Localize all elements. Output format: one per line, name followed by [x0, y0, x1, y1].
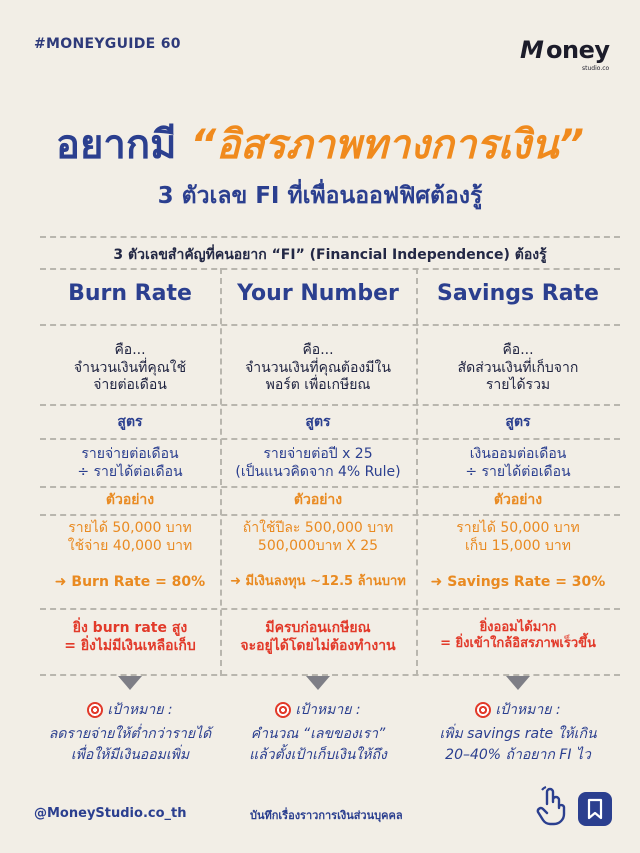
example-line: 500,000บาท X 25: [257, 537, 379, 554]
example-label: ตัวอย่าง: [493, 492, 543, 508]
col-header-savings-rate: Savings Rate: [437, 281, 599, 306]
goal-line: แล้วตั้งเป้าเก็บเงินให้ถึง: [249, 746, 387, 763]
goal-line: เพิ่ม savings rate ให้เกิน: [439, 726, 597, 743]
formula-label: สูตร: [117, 414, 143, 430]
insight-line: = ยิ่งเข้าใกล้อิสรภาพเร็วขึ้น: [440, 636, 596, 652]
formula-line: (เป็นแนวคิดจาก 4% Rule): [235, 463, 401, 480]
insight-line: ยิ่ง burn rate สูง: [72, 620, 188, 636]
insight-your-number: [220, 620, 416, 655]
formula-label: สูตร: [305, 414, 331, 430]
definition-lead: คือ...: [114, 342, 146, 358]
goal-line: เพื่อให้มีเงินออมเพิ่ม: [70, 746, 190, 763]
definition-lead: คือ...: [502, 342, 534, 358]
definition-burn-rate: [40, 342, 220, 395]
insight-line: = ยิ่งไม่มีเงินเหลือเก็บ: [64, 637, 196, 654]
logo-word: oney: [546, 36, 610, 64]
formula-burn-rate: [40, 446, 220, 481]
page-subtitle: 3 ตัวเลข FI ที่เพื่อนออฟฟิศต้องรู้: [157, 183, 483, 209]
goal-savings-rate: [416, 700, 620, 765]
logo-mark: M: [520, 36, 544, 64]
bookmark-icon[interactable]: [578, 792, 612, 826]
example-line: รายได้ 50,000 บาท: [456, 520, 580, 536]
example-burn-rate: [40, 520, 220, 555]
insight-burn-rate: [40, 620, 220, 655]
formula-line: เงินออมต่อเดือน: [469, 446, 567, 462]
goal-label: เป้าหมาย :: [495, 702, 561, 718]
goal-label: เป้าหมาย :: [295, 702, 361, 718]
result-your-number: ➜ มีเงินลงทุน ~12.5 ล้านบาท: [230, 574, 406, 589]
example-line: ใช้จ่าย 40,000 บาท: [67, 537, 193, 554]
goal-line: 20–40% ถ้าอยาก FI ไว: [445, 746, 591, 763]
goal-burn-rate: [40, 700, 220, 765]
insight-line: ยิ่งออมได้มาก: [479, 620, 557, 635]
formula-line: ÷ รายได้ต่อเดือน: [465, 463, 571, 480]
goal-line: คำนวณ “เลขของเรา”: [250, 726, 386, 743]
page-title: [0, 112, 640, 176]
target-icon: [475, 702, 491, 718]
hand-pointer-icon[interactable]: [536, 786, 566, 826]
target-icon: [87, 702, 103, 718]
logo-sub: studio.co: [582, 65, 610, 72]
title-part1: อยากมี: [55, 122, 191, 168]
definition-text: สัดส่วนเงินที่เก็บจากรายได้รวม: [457, 359, 579, 393]
title-part2: “อิสรภาพทางการเงิน”: [190, 122, 585, 168]
brand-logo: [520, 30, 620, 76]
table-caption: 3 ตัวเลขสำคัญที่คนอยาก “FI” (Financial Independence) ต้องรู้: [113, 247, 547, 263]
definition-lead: คือ...: [302, 342, 334, 358]
insight-line: จะอยู่ได้โดยไม่ต้องทำงาน: [240, 637, 396, 654]
down-arrow-icon: [118, 676, 142, 690]
target-icon: [275, 702, 291, 718]
insight-line: มีครบก่อนเกษียณ: [265, 620, 371, 636]
col-header-burn-rate: Burn Rate: [68, 281, 192, 306]
example-line: ถ้าใช้ปีละ 500,000 บาท: [242, 520, 394, 536]
definition-savings-rate: [416, 342, 620, 395]
formula-line: รายจ่ายต่อเดือน: [81, 446, 179, 462]
example-savings-rate: [416, 520, 620, 555]
formula-line: รายจ่ายต่อปี x 25: [263, 446, 373, 462]
social-handle: @MoneyStudio.co_th: [34, 806, 187, 821]
goal-line: ลดรายจ่ายให้ต่ำกว่ารายได้: [48, 726, 212, 743]
result-burn-rate: ➜ Burn Rate = 80%: [54, 574, 206, 590]
example-line: เก็บ 15,000 บาท: [464, 537, 571, 554]
example-line: รายได้ 50,000 บาท: [68, 520, 192, 536]
formula-label: สูตร: [505, 414, 531, 430]
example-label: ตัวอย่าง: [105, 492, 155, 508]
example-label: ตัวอย่าง: [293, 492, 343, 508]
definition-text: จำนวนเงินที่คุณต้องมีในพอร์ต เพื่อเกษียณ: [245, 359, 391, 393]
fi-table: [40, 236, 620, 676]
definition-your-number: [220, 342, 416, 395]
result-savings-rate: ➜ Savings Rate = 30%: [430, 574, 606, 590]
example-your-number: [220, 520, 416, 555]
formula-line: ÷ รายได้ต่อเดือน: [77, 463, 183, 480]
hashtag: #MONEYGUIDE 60: [34, 36, 181, 52]
down-arrow-icon: [306, 676, 330, 690]
col-header-your-number: Your Number: [237, 281, 399, 306]
goal-label: เป้าหมาย :: [107, 702, 173, 718]
down-arrow-icon: [506, 676, 530, 690]
insight-savings-rate: [416, 620, 620, 653]
formula-your-number: [220, 446, 416, 481]
goal-your-number: [220, 700, 416, 765]
formula-savings-rate: [416, 446, 620, 481]
footer-tagline: บันทึกเรื่องราวการเงินส่วนบุคคล: [250, 809, 403, 822]
definition-text: จำนวนเงินที่คุณใช้จ่ายต่อเดือน: [73, 359, 187, 393]
